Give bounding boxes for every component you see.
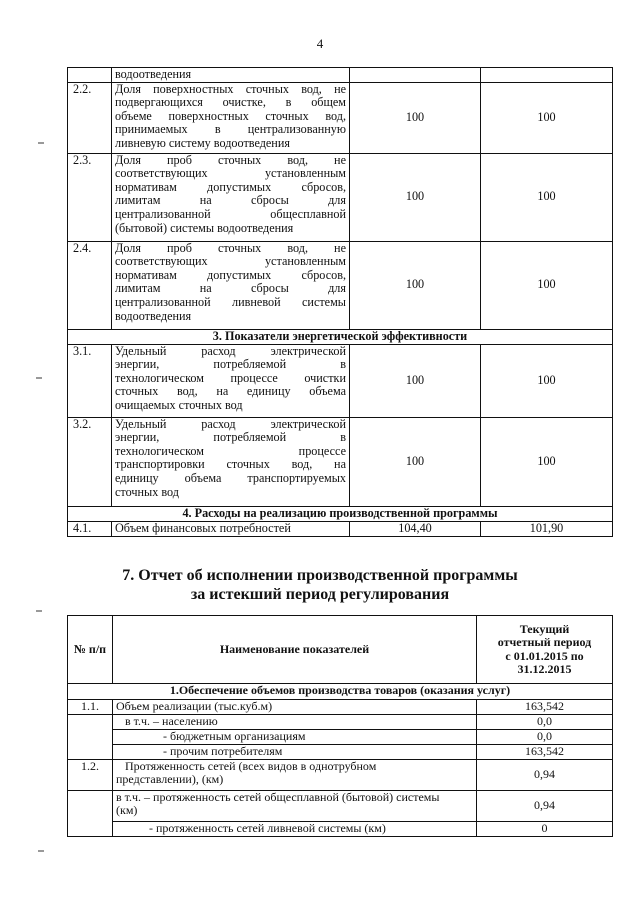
row-description: Удельный расход электрической энергии, потребляемой в технологическом процессе очистки сточных вод, на единицу объема очищаемых сточных вод — [112, 344, 350, 417]
table-row — [68, 82, 613, 153]
report-table — [67, 615, 613, 837]
row-number: 2.3. — [68, 153, 112, 241]
value-cell: 0 — [477, 822, 613, 837]
header-name: Наименование показателей — [113, 616, 477, 684]
value-cell: 163,542 — [477, 700, 613, 715]
value-cell: 104,40 — [350, 521, 481, 536]
row-description: - протяженность сетей ливневой системы (км) — [113, 822, 477, 837]
header-row — [68, 616, 613, 684]
margin-mark — [36, 377, 42, 379]
table-row — [68, 715, 613, 730]
row-description: Протяженность сетей (всех видов в однотрубном представлении), (км) — [113, 760, 477, 791]
row-description: в т.ч. – населению — [113, 715, 477, 730]
page-number: 4 — [316, 36, 324, 51]
table-row — [68, 241, 613, 329]
value-cell: 100 — [481, 153, 613, 241]
value-cell: 100 — [350, 241, 481, 329]
value-cell: 100 — [481, 241, 613, 329]
margin-mark — [38, 850, 44, 852]
section-row — [68, 329, 613, 344]
table-row — [68, 745, 613, 760]
value-cell: 100 — [350, 417, 481, 506]
section-title: 1.Обеспечение объемов производства товаров (оказания услуг) — [68, 684, 613, 700]
table-row — [68, 730, 613, 745]
row-description: Доля проб сточных вод, не соответствующих установленным нормативам допустимых сбросов, лимитам на сбросы для централизованной ливневой системы водоотведения — [112, 241, 350, 329]
value-cell: 0,0 — [477, 730, 613, 745]
report-subtitle: за истекший период регулирования — [190, 586, 450, 603]
continuation-text: водоотведения — [112, 68, 350, 83]
margin-mark — [36, 610, 42, 612]
table-row — [68, 153, 613, 241]
row-number: 2.2. — [68, 82, 112, 153]
value-cell: 101,90 — [481, 521, 613, 536]
indicators-table — [67, 67, 613, 537]
table-row — [68, 700, 613, 715]
value-cell: 100 — [350, 153, 481, 241]
row-number: 1.1. — [68, 700, 113, 715]
row-description: Удельный расход электрической энергии, потребляемой в технологическом процессе транспортировки сточных вод, на единицу объема транспортируемых сточных вод — [112, 417, 350, 506]
table-row — [68, 417, 613, 506]
row-description: Доля проб сточных вод, не соответствующих установленным нормативам допустимых сбросов, лимитам на сбросы для централизованной общесплавной (бытовой) системы водоотведения — [112, 153, 350, 241]
value-cell: 100 — [350, 344, 481, 417]
row-number: 2.4. — [68, 241, 112, 329]
table-row — [68, 521, 613, 536]
row-number: 3.1. — [68, 344, 112, 417]
table-row — [68, 344, 613, 417]
row-description: - бюджетным организациям — [113, 730, 477, 745]
row-description: в т.ч. – протяженность сетей общесплавной (бытовой) системы (км) — [113, 791, 477, 822]
report-title: 7. Отчет об исполнении производственной программы — [122, 567, 518, 584]
header-period: Текущий отчетный период с 01.01.2015 по 31.12.2015 — [477, 616, 613, 684]
table-row — [68, 822, 613, 837]
section-row — [68, 506, 613, 521]
value-cell: 163,542 — [477, 745, 613, 760]
section-row — [68, 684, 613, 700]
margin-mark — [38, 142, 44, 144]
row-description: Объем финансовых потребностей — [112, 521, 350, 536]
section-title: 4. Расходы на реализацию производственной программы — [68, 506, 613, 521]
section-title: 3. Показатели энергетической эффективности — [68, 329, 613, 344]
table-row — [68, 791, 613, 822]
value-cell: 0,94 — [477, 760, 613, 791]
value-cell: 100 — [481, 417, 613, 506]
row-description: Доля поверхностных сточных вод, не подвергающихся очистке, в общем объеме поверхностных сточных вод, принимаемых в централизованную ливневую систему водоотведения — [112, 82, 350, 153]
value-cell: 100 — [481, 344, 613, 417]
value-cell: 0,0 — [477, 715, 613, 730]
value-cell: 100 — [481, 82, 613, 153]
table-row — [68, 760, 613, 791]
value-cell: 0,94 — [477, 791, 613, 822]
row-description: - прочим потребителям — [113, 745, 477, 760]
row-number: 4.1. — [68, 521, 112, 536]
row-number: 3.2. — [68, 417, 112, 506]
row-description: Объем реализации (тыс.куб.м) — [113, 700, 477, 715]
header-number: № п/п — [68, 616, 113, 684]
table-row — [68, 68, 613, 83]
row-number: 1.2. — [68, 760, 113, 791]
value-cell: 100 — [350, 82, 481, 153]
